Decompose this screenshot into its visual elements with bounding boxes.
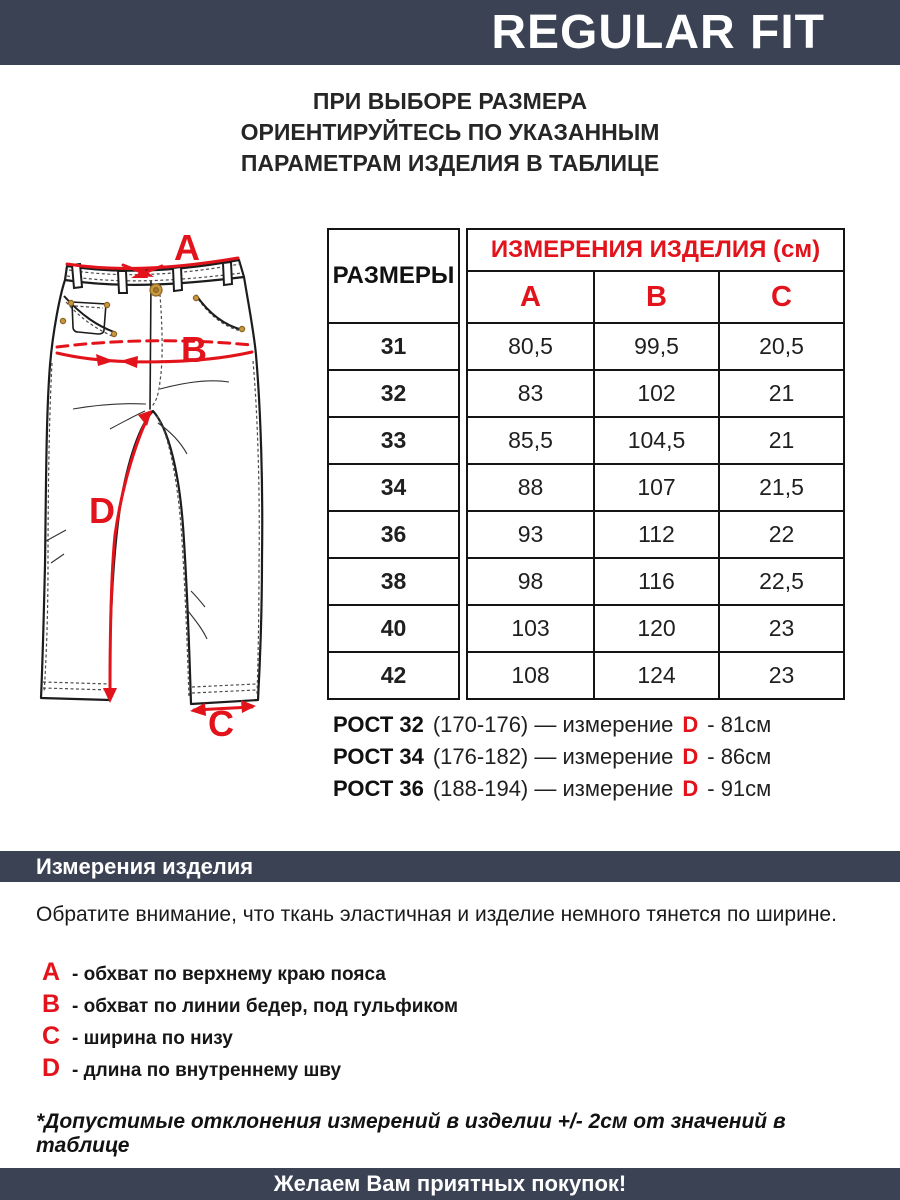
size-column-body bbox=[329, 322, 458, 698]
section-bar bbox=[0, 851, 900, 882]
height-note-detail: (170-176) — измерение bbox=[432, 712, 674, 737]
jeans-drawing bbox=[41, 260, 262, 704]
measure-cell: 21 bbox=[718, 418, 843, 463]
table-row bbox=[468, 651, 843, 698]
height-note bbox=[333, 712, 771, 744]
measure-cell: 23 bbox=[718, 653, 843, 698]
measure-cell: 23 bbox=[718, 606, 843, 651]
height-note-label: РОСТ 32 bbox=[333, 712, 424, 737]
measure-cell: 102 bbox=[593, 371, 718, 416]
jeans-diagram bbox=[10, 233, 330, 748]
measure-cell: 22,5 bbox=[718, 559, 843, 604]
size-cell: 34 bbox=[329, 463, 458, 510]
measure-label-c: C bbox=[208, 703, 234, 744]
size-cell: 40 bbox=[329, 604, 458, 651]
measure-label-b: B bbox=[181, 329, 207, 370]
measure-label-d: D bbox=[89, 490, 115, 531]
disclaimer-note: *Допустимые отклонения измерений в изделии +/- 2см от значений в таблице bbox=[36, 1110, 786, 1157]
measure-col-header-a: A bbox=[520, 280, 541, 313]
legend-letter: A bbox=[41, 958, 61, 986]
table-row bbox=[468, 416, 843, 463]
measure-cell: 21,5 bbox=[718, 465, 843, 510]
size-cell: 38 bbox=[329, 557, 458, 604]
legend-text: - ширина по низу bbox=[72, 1028, 233, 1049]
legend-text: - длина по внутреннему шву bbox=[72, 1060, 342, 1081]
height-note-letter: D bbox=[682, 712, 699, 737]
measure-cell: 22 bbox=[718, 512, 843, 557]
measure-cell: 108 bbox=[511, 662, 550, 688]
size-column-header: РАЗМЕРЫ bbox=[332, 262, 455, 289]
table-row bbox=[468, 463, 843, 510]
table-row bbox=[468, 510, 843, 557]
measure-cell: 120 bbox=[593, 606, 718, 651]
measure-col-header-c: C bbox=[718, 272, 843, 322]
height-note bbox=[333, 776, 771, 808]
measure-cell: 104,5 bbox=[593, 418, 718, 463]
size-cell: 32 bbox=[329, 369, 458, 416]
table-row bbox=[468, 557, 843, 604]
measure-cell: 103 bbox=[511, 615, 550, 641]
size-cell: 42 bbox=[329, 651, 458, 698]
table-row bbox=[468, 604, 843, 651]
measure-body bbox=[468, 322, 843, 698]
height-note-label: РОСТ 34 bbox=[333, 744, 424, 769]
legend-letter: C bbox=[41, 1022, 61, 1050]
height-note-detail: (176-182) — измерение bbox=[432, 744, 674, 769]
legend bbox=[40, 958, 458, 1086]
section-title: Измерения изделия bbox=[36, 853, 254, 879]
intro-heading bbox=[0, 86, 900, 179]
measure-cell: 85,5 bbox=[508, 427, 553, 453]
size-cell: 31 bbox=[329, 322, 458, 369]
height-note-value: - 91см bbox=[707, 776, 772, 801]
legend-letter: D bbox=[41, 1054, 61, 1082]
height-note-value: - 81см bbox=[707, 712, 772, 737]
legend-text: - обхват по верхнему краю пояса bbox=[72, 964, 386, 985]
legend-item bbox=[40, 1054, 458, 1086]
legend-item bbox=[40, 1022, 458, 1054]
stretch-note: Обратите внимание, что ткань эластичная и изделие немного тянется по ширине. bbox=[36, 903, 837, 926]
measure-table bbox=[466, 228, 845, 700]
legend-item bbox=[40, 958, 458, 990]
size-column bbox=[327, 228, 460, 700]
legend-text: - обхват по линии бедер, под гульфиком bbox=[72, 996, 459, 1017]
measure-cell: 88 bbox=[517, 474, 544, 500]
intro-line: ПАРАМЕТРАМ ИЗДЕЛИЯ В ТАБЛИЦЕ bbox=[240, 150, 660, 176]
height-note bbox=[333, 744, 771, 776]
measure-cell: 112 bbox=[593, 512, 718, 557]
size-cell: 36 bbox=[329, 510, 458, 557]
measure-column-headers bbox=[468, 270, 843, 322]
height-note-value: - 86см bbox=[707, 744, 772, 769]
measure-cell: 20,5 bbox=[718, 324, 843, 369]
footer-bar bbox=[0, 1168, 900, 1200]
footer-title: Желаем Вам приятных покупок! bbox=[273, 1171, 627, 1196]
height-note-label: РОСТ 36 bbox=[333, 776, 424, 801]
measure-cell: 99,5 bbox=[593, 324, 718, 369]
intro-line: ПРИ ВЫБОРЕ РАЗМЕРА bbox=[312, 88, 588, 114]
intro-line: ОРИЕНТИРУЙТЕСЬ ПО УКАЗАННЫМ bbox=[240, 119, 660, 145]
measure-col-header-b: B bbox=[593, 272, 718, 322]
height-note-letter: D bbox=[682, 744, 699, 769]
height-notes bbox=[333, 712, 771, 808]
header-bar bbox=[0, 0, 900, 65]
legend-letter: B bbox=[41, 990, 61, 1018]
size-cell: 33 bbox=[329, 416, 458, 463]
measure-cell: 107 bbox=[593, 465, 718, 510]
measure-cell: 124 bbox=[593, 653, 718, 698]
size-table bbox=[327, 228, 845, 700]
measure-cell: 83 bbox=[517, 380, 544, 406]
measure-cell: 21 bbox=[718, 371, 843, 416]
table-row bbox=[468, 322, 843, 369]
table-row bbox=[468, 369, 843, 416]
page-title: REGULAR FIT bbox=[491, 6, 825, 59]
measure-label-a: A bbox=[174, 233, 200, 268]
legend-item bbox=[40, 990, 458, 1022]
measure-cell: 116 bbox=[593, 559, 718, 604]
measure-cell: 93 bbox=[517, 521, 544, 547]
measure-cell: 98 bbox=[517, 568, 544, 594]
height-note-detail: (188-194) — измерение bbox=[432, 776, 674, 801]
measure-cell: 80,5 bbox=[508, 333, 553, 359]
measure-group-header: ИЗМЕРЕНИЯ ИЗДЕЛИЯ (см) bbox=[490, 236, 821, 263]
height-note-letter: D bbox=[682, 776, 699, 801]
